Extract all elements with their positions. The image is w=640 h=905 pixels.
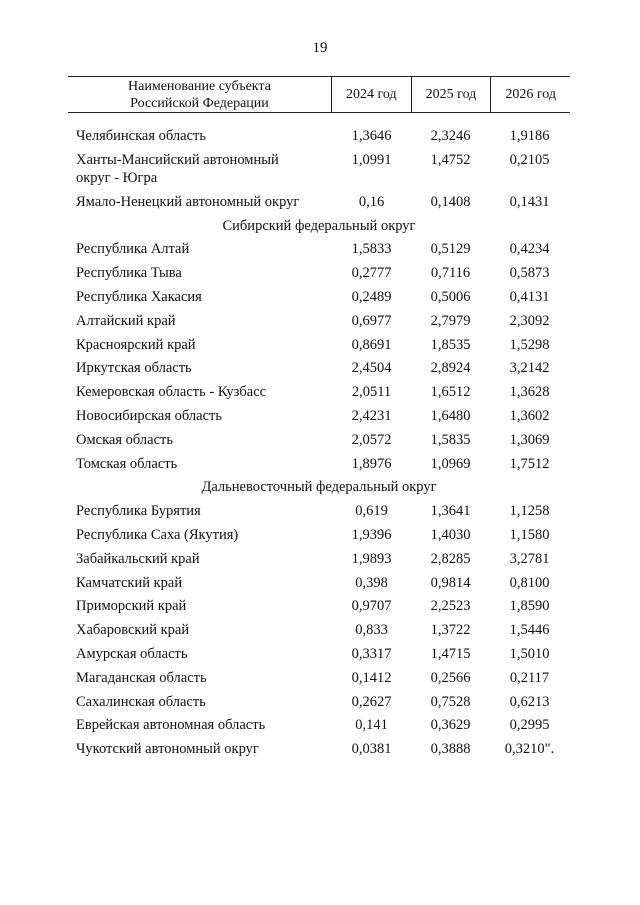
table-row <box>68 333 570 357</box>
subject-name: Республика Бурятия <box>76 503 201 520</box>
subject-name: Иркутская область <box>76 360 192 377</box>
value-2024: 0,1412 <box>351 669 392 686</box>
page-number: 19 <box>312 40 328 56</box>
value-2025: 1,8535 <box>430 336 471 353</box>
table-row <box>68 404 570 428</box>
value-2024: 0,2777 <box>351 265 392 282</box>
subject-name: Амурская область <box>76 645 188 662</box>
subject-name: Приморский край <box>76 598 187 615</box>
header-subject-line1: Наименование субъекта <box>128 78 271 94</box>
value-2024: 1,5833 <box>351 241 392 258</box>
table-row <box>68 547 570 571</box>
value-2024: 0,398 <box>355 574 388 591</box>
table-row <box>68 690 570 714</box>
value-2026: 1,5010 <box>509 645 550 662</box>
subject-name: Еврейская автономная область <box>76 717 266 734</box>
subject-name: Томская область <box>76 455 178 472</box>
value-2024: 2,0511 <box>351 384 392 401</box>
value-2024: 0,16 <box>358 193 385 210</box>
header-year-2026: 2026 год <box>505 87 556 102</box>
table-body <box>68 124 570 761</box>
value-2024: 2,4231 <box>351 407 392 424</box>
table-row <box>68 190 570 214</box>
table-row <box>68 571 570 595</box>
subject-name: Камчатский край <box>76 574 183 591</box>
value-2026: 1,1258 <box>509 503 550 520</box>
table-row <box>68 642 570 666</box>
header-year-2025: 2025 год <box>412 77 492 112</box>
value-2025: 1,4030 <box>430 526 471 543</box>
value-2026: 1,8590 <box>509 598 550 615</box>
value-2024: 1,9396 <box>351 526 392 543</box>
value-2024: 2,4504 <box>351 360 392 377</box>
value-2024: 0,3317 <box>351 645 392 662</box>
header-year-2024: 2024 год <box>332 77 412 112</box>
value-2024: 0,833 <box>355 622 388 639</box>
subject-name: Хабаровский край <box>76 622 190 639</box>
value-2024: 1,9893 <box>351 550 392 567</box>
table-row <box>68 261 570 285</box>
value-2025: 1,6512 <box>430 384 471 401</box>
value-2025: 0,7116 <box>430 265 471 282</box>
subject-name: Республика Хакасия <box>76 288 202 305</box>
subject-name: Забайкальский край <box>76 550 200 567</box>
table-row <box>68 428 570 452</box>
value-2026: 0,5873 <box>509 265 550 282</box>
table-row <box>68 499 570 523</box>
value-2025: 0,7528 <box>430 693 471 710</box>
table-header <box>68 76 570 113</box>
header-subject-name <box>68 77 332 112</box>
value-2025: 2,3246 <box>430 128 471 144</box>
table-row <box>68 523 570 547</box>
table-row <box>68 737 570 761</box>
value-2025: 0,1408 <box>430 193 471 210</box>
subject-name: Республика Саха (Якутия) <box>76 526 239 543</box>
table-row <box>68 713 570 737</box>
subject-name: Омская область <box>76 431 173 448</box>
value-2026: 0,6213 <box>509 693 550 710</box>
table-row <box>68 452 570 476</box>
table-row <box>68 666 570 690</box>
value-2024: 0,8691 <box>351 336 392 353</box>
value-2026: 0,1431 <box>509 193 550 210</box>
value-2026: 1,5298 <box>509 336 550 353</box>
subject-name-line2: округ - Югра <box>76 169 158 186</box>
value-2025: 1,3641 <box>430 503 471 520</box>
value-2025: 0,3888 <box>430 741 471 758</box>
value-2026: 0,4131 <box>509 288 550 305</box>
value-2026: 0,2117 <box>509 669 550 686</box>
value-2024: 0,6977 <box>351 312 392 329</box>
value-2026: 0,4234 <box>509 241 550 258</box>
value-2025: 1,4752 <box>430 151 471 168</box>
value-2025: 2,8285 <box>430 550 471 567</box>
subject-name: Новосибирская область <box>76 407 222 424</box>
subject-name: Сахалинская область <box>76 693 206 710</box>
value-2024: 1,0991 <box>351 151 392 168</box>
value-2026: 0,2105 <box>509 151 550 168</box>
header-subject-line2: Российской Федерации <box>130 95 269 111</box>
value-2024: 0,0381 <box>351 741 392 758</box>
subject-name: Ямало-Ненецкий автономный округ <box>76 193 300 210</box>
table-row <box>68 124 570 148</box>
value-2025: 1,4715 <box>430 645 471 662</box>
value-2025: 1,3722 <box>430 622 471 639</box>
value-2026: 1,7512 <box>509 455 550 472</box>
value-2026: 1,3069 <box>509 431 550 448</box>
value-2025: 1,6480 <box>430 407 471 424</box>
table-row <box>68 618 570 642</box>
subject-name <box>68 151 332 187</box>
value-2026: 2,3092 <box>509 312 550 329</box>
value-2026: 3,2781 <box>509 550 550 567</box>
subject-name-line1: Ханты-Мансийский автономный <box>76 151 279 168</box>
district-heading: Сибирский федеральный округ <box>222 217 416 234</box>
value-2024: 0,141 <box>355 717 388 734</box>
value-2025: 0,5129 <box>430 241 471 258</box>
value-2024: 0,2627 <box>351 693 392 710</box>
value-2026: 1,3602 <box>509 407 550 424</box>
value-2025: 0,9814 <box>430 574 471 591</box>
table-row <box>68 148 570 190</box>
value-2026: 1,1580 <box>509 526 550 543</box>
district-heading: Дальневосточный федеральный округ <box>201 479 437 496</box>
table-row <box>68 309 570 333</box>
value-2025: 0,3629 <box>430 717 471 734</box>
table-row <box>68 594 570 618</box>
subject-name: Челябинская область <box>76 128 206 144</box>
value-2025: 1,0969 <box>430 455 471 472</box>
subject-name: Республика Алтай <box>76 241 190 258</box>
value-2026: 3,2142 <box>509 360 550 377</box>
value-2026: 0,2995 <box>509 717 550 734</box>
table-row <box>68 285 570 309</box>
subject-name: Красноярский край <box>76 336 196 353</box>
subject-name: Магаданская область <box>76 669 207 686</box>
subject-name: Кемеровская область - Кузбасс <box>76 384 267 401</box>
subject-name: Чукотский автономный округ <box>76 741 259 758</box>
value-2024: 1,8976 <box>351 455 392 472</box>
table-row <box>68 380 570 404</box>
value-2024: 2,0572 <box>351 431 392 448</box>
subject-name: Республика Тыва <box>76 265 182 282</box>
value-2026: 0,3210". <box>504 741 555 758</box>
value-2024: 0,619 <box>355 503 388 520</box>
value-2025: 1,5835 <box>430 431 471 448</box>
value-2025: 2,2523 <box>430 598 471 615</box>
value-2025: 0,2566 <box>430 669 471 686</box>
value-2024: 1,3646 <box>351 128 392 144</box>
value-2026: 1,9186 <box>509 128 550 144</box>
value-2025: 2,7979 <box>430 312 471 329</box>
value-2026: 1,3628 <box>509 384 550 401</box>
subject-name: Алтайский край <box>76 312 176 329</box>
value-2024: 0,9707 <box>351 598 392 615</box>
table-row <box>68 237 570 261</box>
value-2025: 2,8924 <box>430 360 471 377</box>
value-2024: 0,2489 <box>351 288 392 305</box>
value-2026: 1,5446 <box>509 622 550 639</box>
table-row <box>68 356 570 380</box>
value-2025: 0,5006 <box>430 288 471 305</box>
value-2026: 0,8100 <box>509 574 550 591</box>
